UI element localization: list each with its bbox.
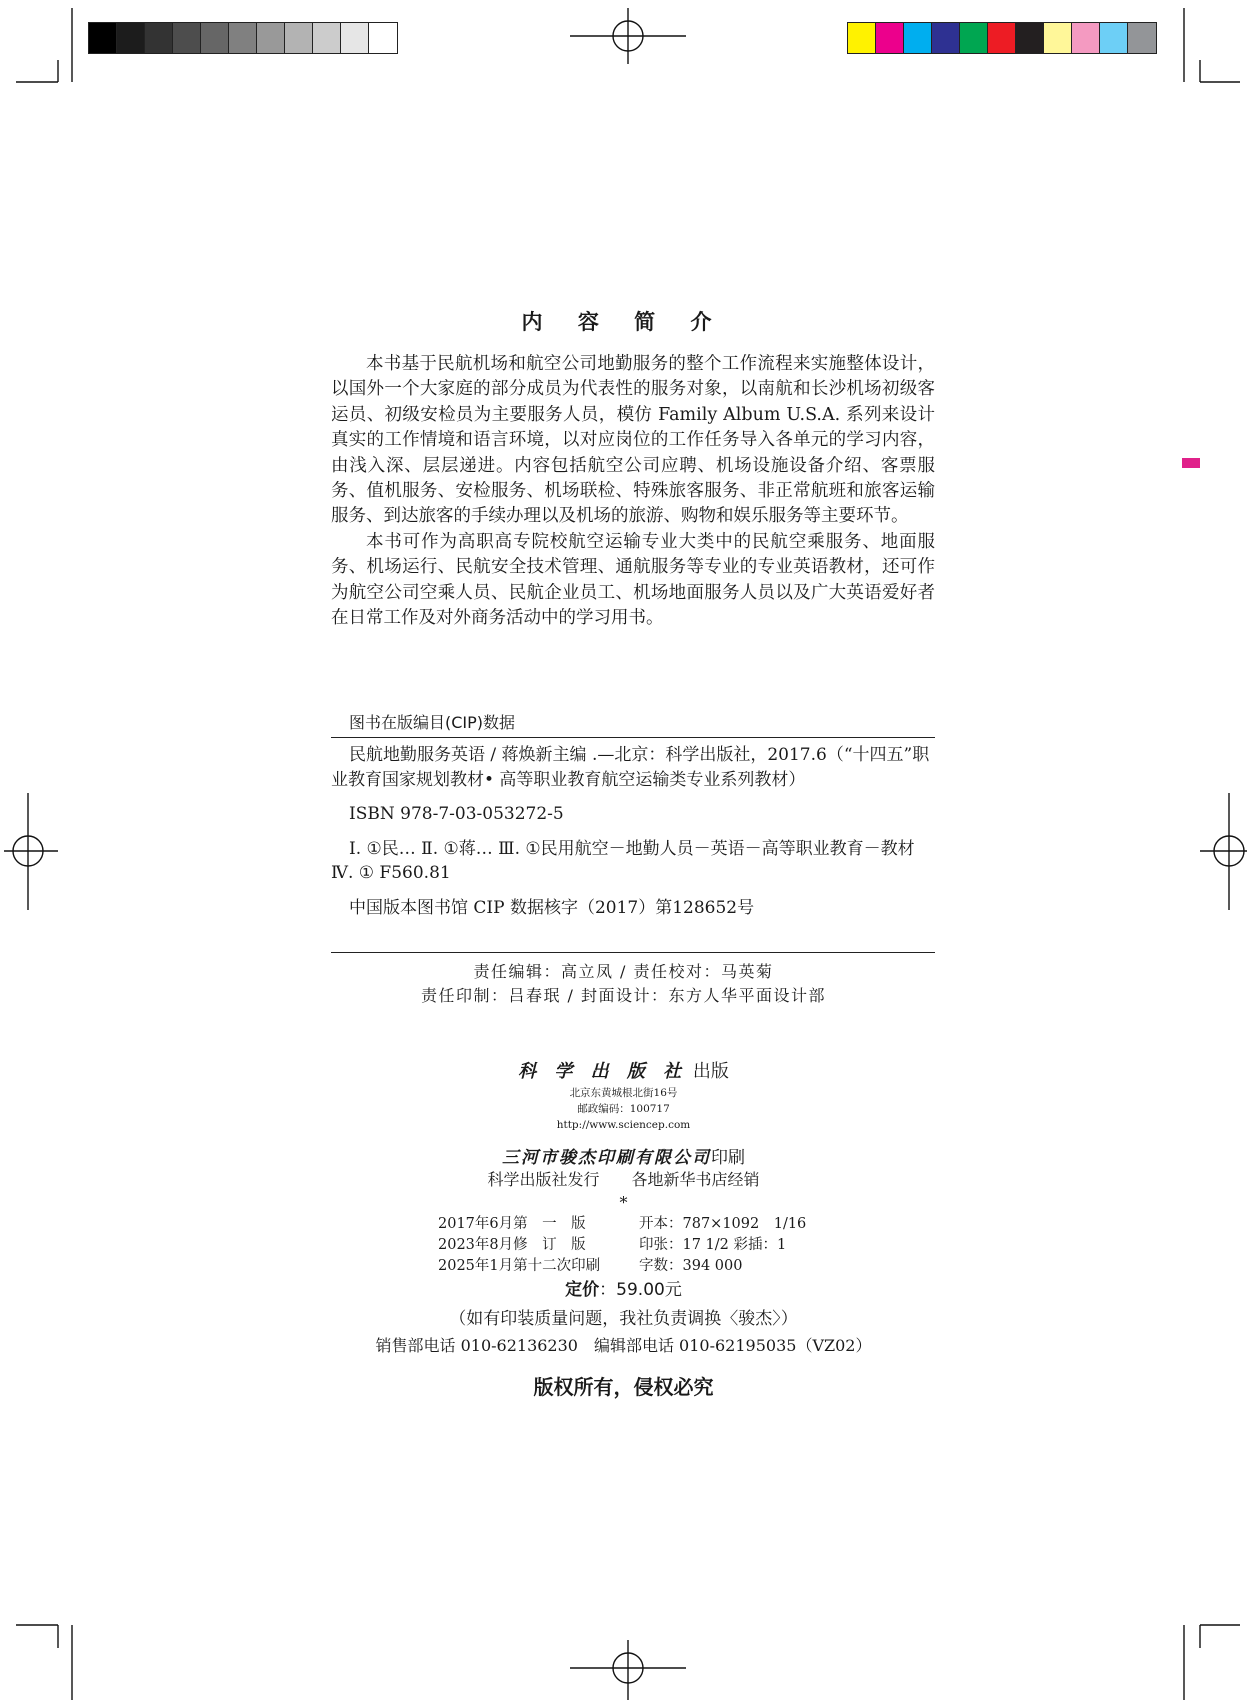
edition-line: 2023年8月修 订 版 — [438, 1237, 586, 1253]
color-swatch — [848, 23, 876, 53]
magenta-registration-tab — [1182, 458, 1200, 468]
editors-line: 责任编辑：高立凤 / 责任校对：马英菊 — [473, 962, 774, 981]
printer-suffix: 印刷 — [711, 1148, 745, 1168]
cip-top-rule — [331, 737, 935, 738]
distribution-line: 科学出版社发行 各地新华书店经销 — [487, 1170, 760, 1189]
quality-notice: （如有印装质量问题，我社负责调换〈骏杰〉） — [449, 1309, 798, 1329]
format-line: 印张：17 1/2 彩插：1 — [639, 1237, 787, 1253]
color-swatch — [173, 23, 201, 53]
copyright-notice: 版权所有，侵权必究 — [533, 1375, 714, 1399]
intro-paragraph: 本书可作为高职高专院校航空运输专业大类中的民航空乘服务、地面服务、机场运行、民航安全技术管理、通航服务等专业的专业英语教材，还可作为航空公司空乘人员、民航企业员工、机场地面服务人员以及广大英语爱好者在日常工作及对外商务活动中的学习用书。 — [331, 531, 935, 629]
color-swatch — [932, 23, 960, 53]
color-swatch — [89, 23, 117, 53]
process-color-bar — [847, 22, 1157, 54]
color-swatch — [257, 23, 285, 53]
price-value: ：59.00元 — [599, 1280, 682, 1300]
publisher-line — [0, 1057, 1247, 1083]
cip-record-block — [331, 743, 935, 920]
format-info — [639, 1214, 806, 1277]
editors-block — [0, 960, 1247, 1008]
color-swatch — [1100, 23, 1128, 53]
color-swatch — [117, 23, 145, 53]
publisher-postcode: 邮政编码：100717 — [577, 1103, 670, 1115]
printer-name: 三河市骏杰印刷有限公司 — [502, 1148, 711, 1168]
price-line — [0, 1275, 1247, 1300]
color-swatch — [145, 23, 173, 53]
publisher-name-suffix: 出版 — [692, 1061, 729, 1082]
phone-numbers: 销售部电话 010-62136230 编辑部电话 010-62195035（VZ02） — [375, 1336, 872, 1355]
color-swatch — [341, 23, 369, 53]
color-swatch — [1044, 23, 1072, 53]
grayscale-color-bar — [88, 22, 398, 54]
color-swatch — [1072, 23, 1100, 53]
intro-body — [331, 352, 935, 631]
separator-asterisk: * — [619, 1193, 628, 1212]
color-swatch — [876, 23, 904, 53]
color-swatch — [201, 23, 229, 53]
color-swatch — [313, 23, 341, 53]
color-swatch — [229, 23, 257, 53]
price-label: 定价 — [565, 1280, 600, 1300]
color-swatch — [1128, 23, 1156, 53]
color-swatch — [1016, 23, 1044, 53]
printer-line — [0, 1143, 1247, 1168]
editors-line: 责任印制：吕春珉 / 封面设计：东方人华平面设计部 — [420, 986, 827, 1005]
cip-classification: Ⅰ. ①民… Ⅱ. ①蒋… Ⅲ. ①民用航空－地勤人员－英语－高等职业教育－教材 Ⅳ. ① F560.81 — [331, 838, 915, 883]
edition-line: 2025年1月第十二次印刷 — [438, 1258, 601, 1274]
cip-heading: 图书在版编目(CIP)数据 — [349, 713, 516, 732]
color-swatch — [904, 23, 932, 53]
cip-verification: 中国版本图书馆 CIP 数据核字（2017）第128652号 — [349, 897, 755, 918]
publisher-name: 科 学 出 版 社 — [518, 1061, 688, 1082]
cip-record: 民航地勤服务英语 / 蒋焕新主编 .—北京：科学出版社，2017.6（“十四五”职业教育国家规划教材• 高等职业教育航空运输类专业系列教材） — [331, 745, 930, 790]
format-line: 开本：787×1092 1/16 — [639, 1216, 807, 1232]
format-line: 字数：394 000 — [639, 1258, 743, 1274]
color-swatch — [369, 23, 397, 53]
color-swatch — [988, 23, 1016, 53]
edition-info — [438, 1214, 600, 1277]
publisher-address: 北京东黄城根北街16号 — [569, 1087, 678, 1099]
publisher-url: http://www.sciencep.com — [556, 1119, 691, 1131]
color-swatch — [960, 23, 988, 53]
cip-bottom-rule — [331, 952, 935, 953]
cip-isbn: ISBN 978-7-03-053272-5 — [349, 804, 564, 824]
edition-line: 2017年6月第 一 版 — [438, 1216, 586, 1232]
color-swatch — [285, 23, 313, 53]
intro-title: 内 容 简 介 — [521, 310, 726, 334]
intro-paragraph: 本书基于民航机场和航空公司地勤服务的整个工作流程来实施整体设计，以国外一个大家庭的部分成员为代表性的服务对象，以南航和长沙机场初级客运员、初级安检员为主要服务人员，模仿 Family Album U.S.A. 系列来设计真实的工作情境和语言环境，以对应岗位的工作任务导入各单元的学习内容，由浅入深、层层递进。内容包括航空公司应聘、机场设施设备介绍、客票服务、值机服务、安检服务、机场联检、特殊旅客服务、非正常航班和旅客运输服务、到达旅客的手续办理以及机场的旅游、购物和娱乐服务等主要环节。 — [331, 354, 935, 527]
